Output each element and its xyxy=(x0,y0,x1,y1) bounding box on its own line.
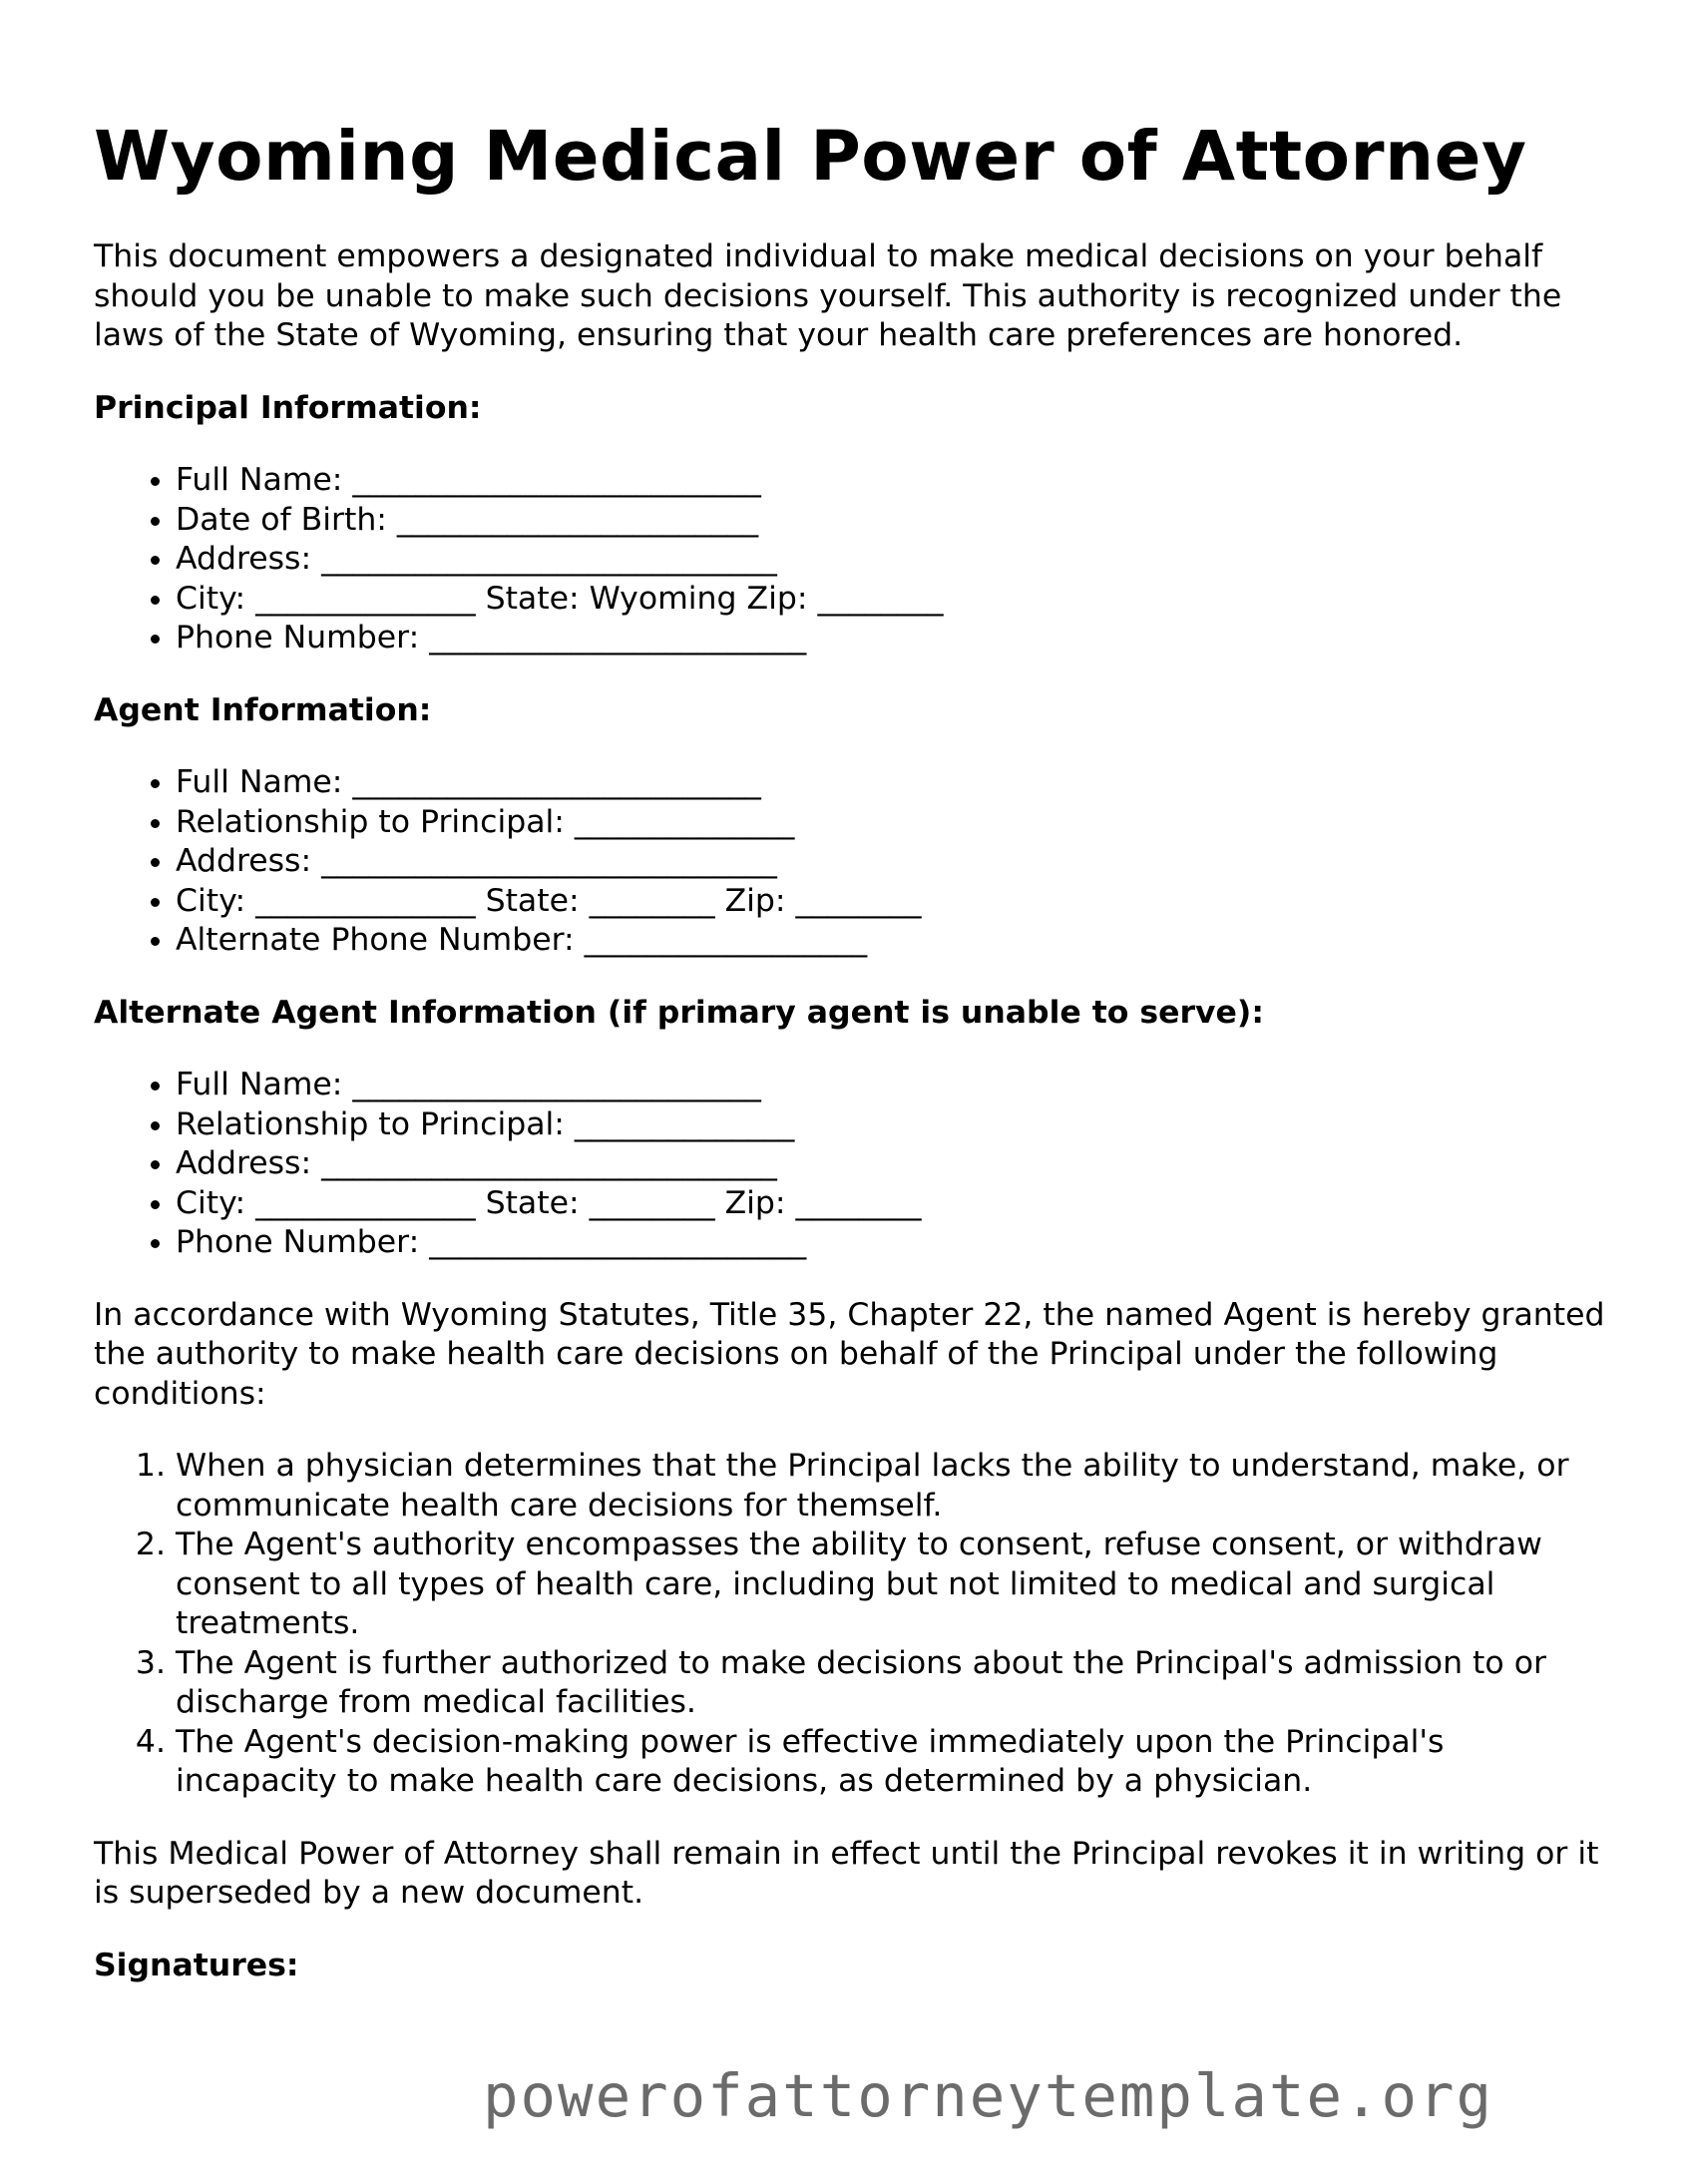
principal-phone-field: • Phone Number: ________________________ xyxy=(176,619,1610,658)
alternate-agent-address-field: • Address: _____________________________ xyxy=(176,1144,1610,1184)
condition-item: 2. The Agent's authority encompasses the ability to consent, refuse consent, or withdraw consent to all types of health care, including but not limited to medical and surgical treatments. xyxy=(176,1526,1610,1644)
authority-statement: In accordance with Wyoming Statutes, Title 35, Chapter 22, the named Agent is hereby granted the authority to make health care decisions on behalf of the Principal under the following conditions: xyxy=(94,1296,1605,1412)
document-body xyxy=(94,237,1610,2018)
principal-fields xyxy=(94,461,1610,658)
principal-full-name-field: • Full Name: __________________________ xyxy=(176,461,1610,501)
intro-paragraph: This document empowers a designated individual to make medical decisions on your behalf should you be unable to make such decisions yourself. This authority is recognized under the laws of the State of Wyoming, ensuring that your health care preferences are honored. xyxy=(94,238,1562,353)
alternate-agent-full-name-field: • Full Name: __________________________ xyxy=(176,1066,1610,1105)
principal-address-field: • Address: _____________________________ xyxy=(176,540,1610,580)
agent-full-name-field: • Full Name: __________________________ xyxy=(176,763,1610,803)
condition-item: 4. The Agent's decision-making power is effective immediately upon the Principal's incapacity to make health care decisions, as determined by a physician. xyxy=(176,1723,1610,1802)
document-title: Wyoming Medical Power of Attorney xyxy=(94,117,1527,197)
principal-city-state-zip-field: • City: ______________ State: Wyoming Zip: ________ xyxy=(176,580,1610,620)
signatures-heading: Signatures: xyxy=(94,1947,299,1983)
principal-date-of-birth-field: • Date of Birth: _______________________ xyxy=(176,501,1610,541)
alternate-agent-heading: Alternate Agent Information (if primary agent is unable to serve): xyxy=(94,994,1264,1031)
alternate-agent-city-state-zip-field: • City: ______________ State: ________ Zip: ________ xyxy=(176,1184,1610,1224)
agent-heading: Agent Information: xyxy=(94,691,432,728)
alternate-agent-fields xyxy=(94,1066,1610,1263)
duration-statement: This Medical Power of Attorney shall remain in effect until the Principal revokes it in writing or it is superseded by a new document. xyxy=(94,1835,1599,1911)
agent-city-state-zip-field: • City: ______________ State: ________ Zip: ________ xyxy=(176,882,1610,922)
condition-item: 1. When a physician determines that the Principal lacks the ability to understand, make, or communicate health care decisions for themself. xyxy=(176,1447,1610,1526)
condition-item: 3. The Agent is further authorized to make decisions about the Principal's admission to or discharge from medical facilities. xyxy=(176,1644,1610,1723)
alternate-agent-phone-field: • Phone Number: ________________________ xyxy=(176,1223,1610,1263)
principal-heading: Principal Information: xyxy=(94,389,482,426)
conditions-list xyxy=(94,1447,1610,1802)
agent-relationship-field: • Relationship to Principal: ______________ xyxy=(176,803,1610,843)
alternate-agent-relationship-field: • Relationship to Principal: ______________ xyxy=(176,1105,1610,1145)
agent-alternate-phone-field: • Alternate Phone Number: __________________ xyxy=(176,921,1610,961)
watermark: powerofattorneytemplate.org xyxy=(483,2061,1494,2130)
agent-fields xyxy=(94,763,1610,961)
agent-address-field: • Address: _____________________________ xyxy=(176,842,1610,882)
